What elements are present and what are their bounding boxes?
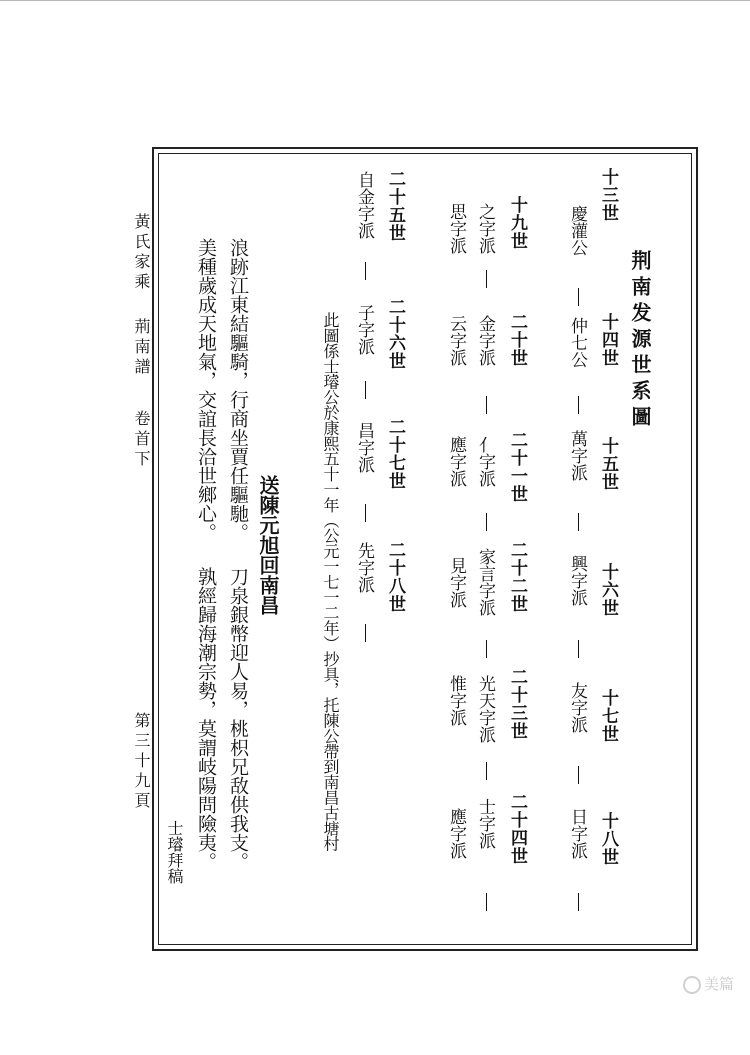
branch-name: 自金字派: [354, 171, 374, 239]
branch-name: 友字派: [567, 682, 587, 733]
lineage-connector: [578, 513, 579, 531]
generation-label: 十五世: [598, 437, 618, 491]
branch-name: 應字派: [446, 436, 466, 487]
page-number: 第三十九頁: [132, 712, 151, 812]
poem-line: 孰經歸海潮宗勢，莫謂岐陽問險夷。: [195, 567, 217, 871]
lineage-connector: [486, 640, 487, 658]
branch-name: 先字派: [354, 542, 374, 593]
generation-label: 二十一世: [507, 431, 527, 503]
poem-line: 刀泉銀幣迎人易，桃枳兄敌供我支。: [227, 567, 249, 871]
branch-name: 應字派: [446, 808, 466, 859]
lineage-connector: [578, 640, 579, 658]
lineage-connector: [365, 381, 366, 399]
generation-label: 二十世: [507, 313, 527, 367]
watermark: [683, 973, 734, 994]
branch-name: 亻字派: [475, 436, 495, 487]
lineage-connector: [365, 262, 366, 280]
generation-label: 二十四世: [507, 793, 527, 865]
book-title: 黃氏家乘: [132, 213, 151, 293]
lineage-connector: [578, 396, 579, 414]
generation-label: 二十七世: [385, 418, 405, 490]
provenance-note: 此圖係士璿公於康熙五十一年（公元一七一二年）抄具，托陳公帶到南昌古塘村: [321, 312, 340, 852]
lineage-connector: [365, 624, 366, 642]
lineage-connector: [486, 513, 487, 531]
section-name: 荊南譜: [132, 318, 151, 378]
lineage-connector: [486, 893, 487, 911]
generation-label: 十九世: [507, 196, 527, 250]
chart-title: 荆南发源世系圖: [628, 250, 652, 432]
branch-name: 子字派: [354, 304, 374, 355]
lineage-connector: [486, 762, 487, 780]
poem-line: 浪跡江東結驅騎，行商坐賈任驅馳。: [227, 238, 249, 542]
branch-name: 惟字派: [446, 675, 466, 726]
generation-label: 十八世: [598, 812, 618, 866]
generation-label: 二十三世: [507, 668, 527, 740]
lineage-connector: [365, 504, 366, 522]
lineage-connector: [578, 766, 579, 784]
lineage-connector: [486, 396, 487, 414]
branch-name: 之字派: [475, 203, 495, 254]
branch-name: 昌字派: [354, 422, 374, 473]
poem-title: 送陳元旭回南昌: [256, 475, 280, 615]
generation-label: 十三世: [598, 168, 618, 222]
generation-label: 十六世: [598, 563, 618, 617]
volume-label: 卷首下: [132, 410, 151, 470]
ancestor-name: 慶灌公: [567, 205, 587, 256]
generation-label: 二十二世: [507, 541, 527, 613]
lineage-connector: [578, 288, 579, 306]
watermark-logo-icon: [683, 976, 701, 994]
branch-name: 士字派: [475, 798, 495, 849]
ancestor-name: 仲七公: [567, 317, 587, 368]
generation-label: 二十八世: [385, 541, 405, 613]
poem-signature: 士璿拜稿: [165, 820, 184, 884]
branch-name: 萬字派: [567, 430, 587, 481]
generation-label: 十四世: [598, 313, 618, 367]
branch-name: 金字派: [475, 315, 495, 366]
generation-label: 十七世: [598, 689, 618, 743]
poem-line: 美種歲成天地氣，交誼長洽世鄉心。: [195, 238, 217, 542]
branch-name: 見字派: [446, 557, 466, 608]
branch-name: 日字派: [567, 808, 587, 859]
page-top-rule: [0, 0, 750, 1]
branch-name: 光天字派: [475, 675, 495, 743]
lineage-connector: [486, 270, 487, 288]
branch-name: 家言字派: [475, 548, 495, 616]
lineage-connector: [578, 893, 579, 911]
branch-name: 思字派: [446, 203, 466, 254]
generation-label: 二十六世: [385, 298, 405, 370]
watermark-text: 美篇: [704, 975, 735, 993]
branch-name: 云字派: [446, 315, 466, 366]
generation-label: 二十五世: [385, 170, 405, 242]
branch-name: 興字派: [567, 555, 587, 606]
